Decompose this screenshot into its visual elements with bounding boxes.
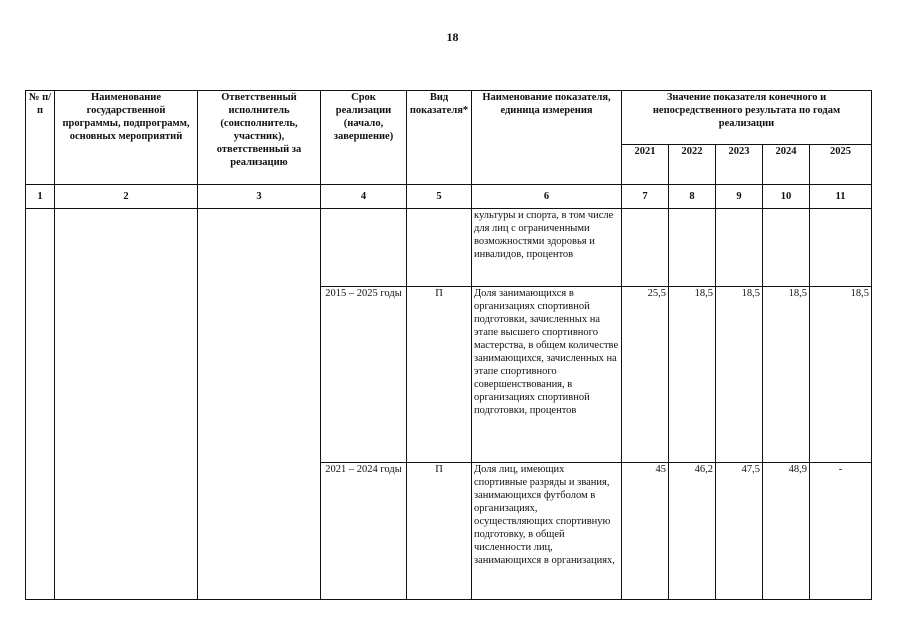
header-values-group: Значение показателя конечного и непосредственного результата по годам реализации xyxy=(622,91,872,145)
page-number: 18 xyxy=(446,30,459,44)
header-year: 2021 xyxy=(622,145,669,185)
number-cell xyxy=(26,209,55,600)
value-cell: 47,5 xyxy=(716,463,763,600)
period-cell xyxy=(321,209,407,287)
executor-cell xyxy=(198,209,321,600)
column-number: 6 xyxy=(472,185,622,209)
value-cell: 18,5 xyxy=(810,287,872,463)
value-cell: 45 xyxy=(622,463,669,600)
value-cell: 18,5 xyxy=(716,287,763,463)
column-number: 3 xyxy=(198,185,321,209)
indicator-type-cell xyxy=(407,209,472,287)
indicator-name-cell: культуры и спорта, в том числе для лиц с ограниченными возможностями здоровья и инвалидов, процентов xyxy=(472,209,622,287)
indicator-table xyxy=(25,90,872,600)
header-indicator-name: Наименование показателя, единица измерения xyxy=(472,91,622,185)
header-number: № п/п xyxy=(26,91,55,185)
column-number: 9 xyxy=(716,185,763,209)
header-year: 2025 xyxy=(810,145,872,185)
indicator-type-cell: П xyxy=(407,287,472,463)
value-cell: 25,5 xyxy=(622,287,669,463)
value-cell xyxy=(810,209,872,287)
column-number: 7 xyxy=(622,185,669,209)
indicator-name-cell: Доля занимающихся в организациях спортивной подготовки, зачисленных на этапе высшего спортивного мастерства, в общем количестве занимающихся, зачисленных на этапе спортивного совершенствования, в организациях спортивной подготовки, процентов xyxy=(472,287,622,463)
period-cell: 2021 – 2024 годы xyxy=(321,463,407,600)
value-cell xyxy=(716,209,763,287)
value-cell xyxy=(669,209,716,287)
header-year: 2023 xyxy=(716,145,763,185)
header-year: 2024 xyxy=(763,145,810,185)
value-cell: 18,5 xyxy=(763,287,810,463)
header-year: 2022 xyxy=(669,145,716,185)
period-cell: 2015 – 2025 годы xyxy=(321,287,407,463)
column-number: 4 xyxy=(321,185,407,209)
table-row xyxy=(26,209,872,287)
header-executor: Ответственный исполнитель (соисполнитель, участник), ответственный за реализацию xyxy=(198,91,321,185)
value-cell: - xyxy=(810,463,872,600)
value-cell xyxy=(622,209,669,287)
program-name-cell xyxy=(55,209,198,600)
column-number: 1 xyxy=(26,185,55,209)
column-number: 10 xyxy=(763,185,810,209)
header-period: Срок реализации (начало, завершение) xyxy=(321,91,407,185)
indicator-type-cell: П xyxy=(407,463,472,600)
column-number: 5 xyxy=(407,185,472,209)
value-cell: 46,2 xyxy=(669,463,716,600)
column-number: 8 xyxy=(669,185,716,209)
header-indicator-type: Вид показателя* xyxy=(407,91,472,185)
value-cell xyxy=(763,209,810,287)
header-program-name: Наименование государственной программы, подпрограмм, основных мероприятий xyxy=(55,91,198,185)
column-number: 2 xyxy=(55,185,198,209)
value-cell: 48,9 xyxy=(763,463,810,600)
indicator-name-cell: Доля лиц, имеющих спортивные разряды и звания, занимающихся футболом в организациях, осуществляющих спортивную подготовку, в общей численности лиц, занимающихся в организациях, xyxy=(472,463,622,600)
column-number: 11 xyxy=(810,185,872,209)
value-cell: 18,5 xyxy=(669,287,716,463)
